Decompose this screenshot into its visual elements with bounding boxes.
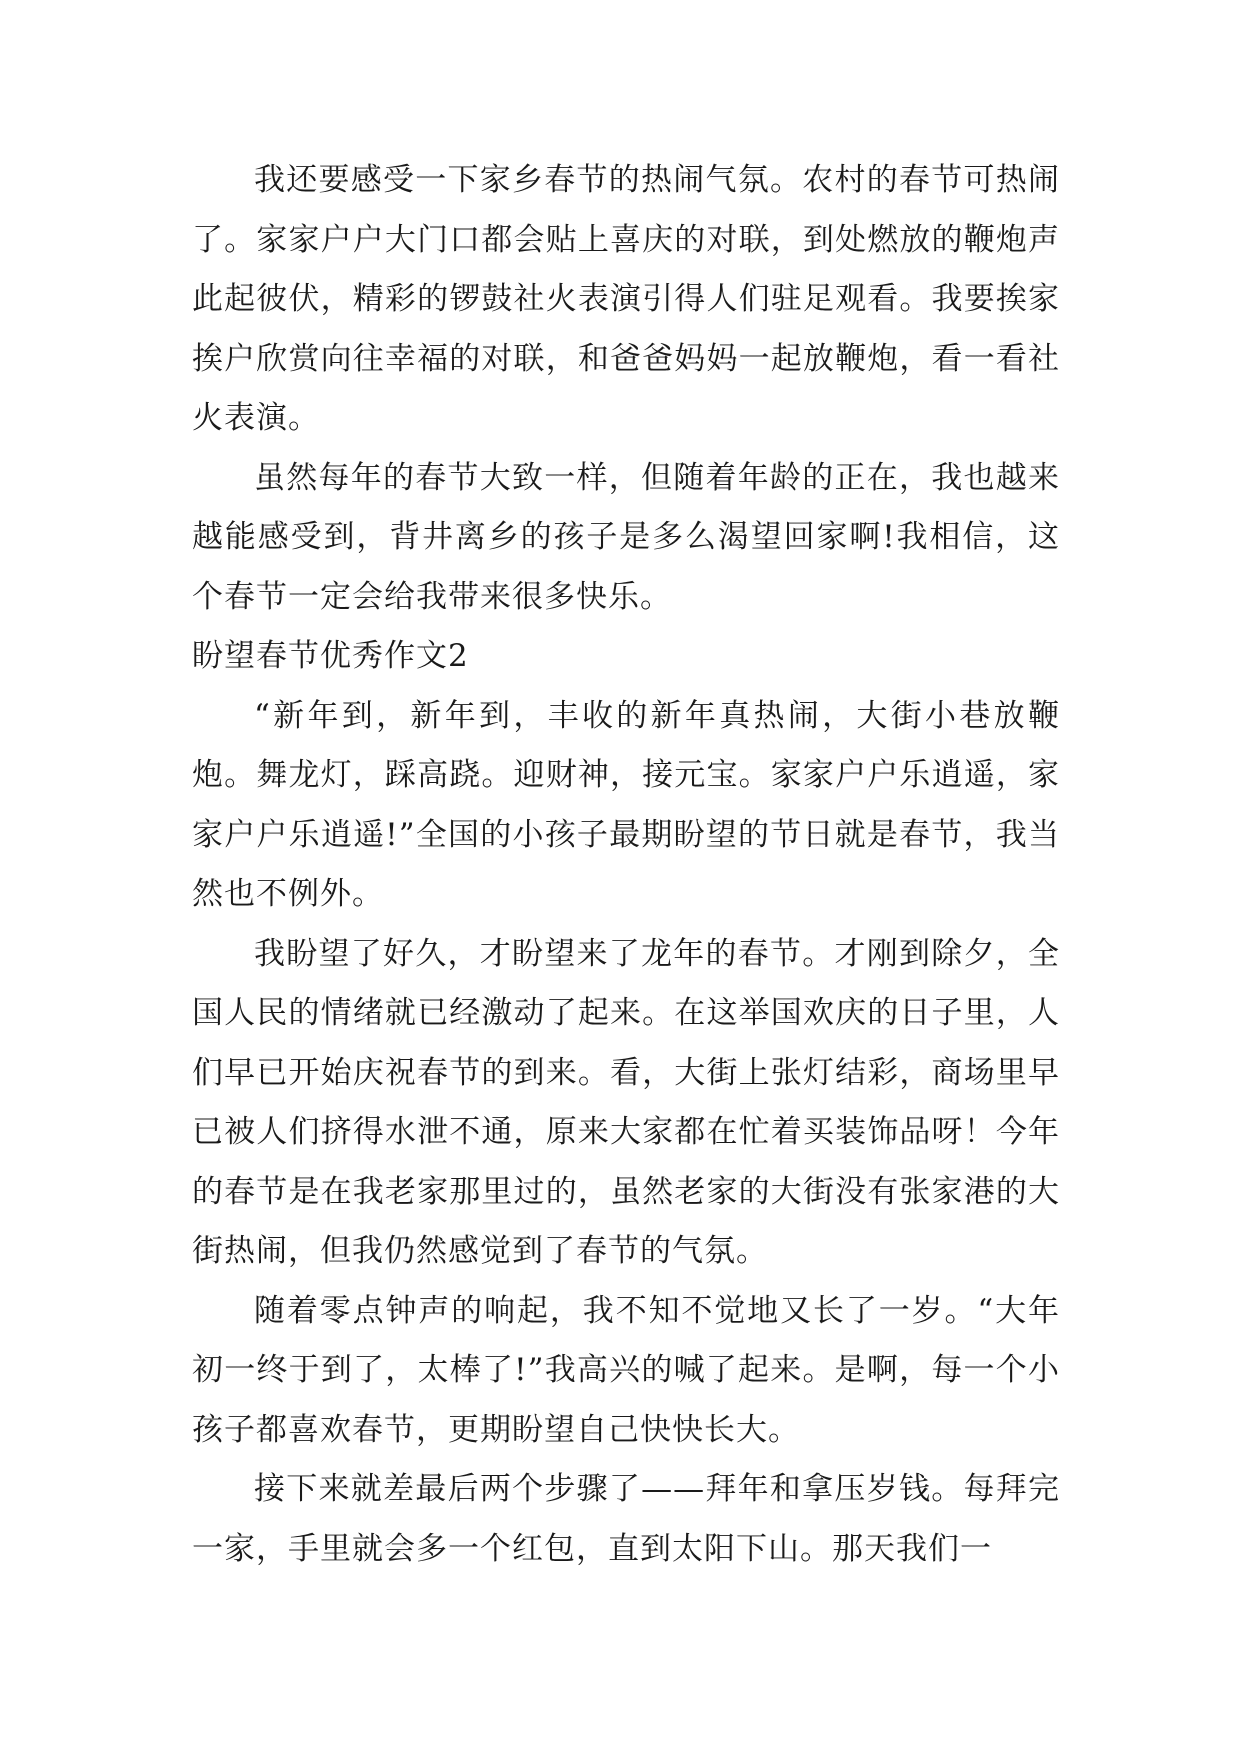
document-body: [192, 151, 1060, 1579]
paragraph-new-year-greetings: 接下来就差最后两个步骤了——拜年和拿压岁钱。每拜完一家，手里就会多一个红包，直到太阳下山。那天我们一: [192, 1471, 1060, 1567]
paragraph-new-year-rhyme: “新年到，新年到，丰收的新年真热闹，大街小巷放鞭炮。舞龙灯，踩高跷。迎财神，接元宝。家家户户乐逍遥，家家户户乐逍遥!”全国的小孩子最期盼望的节日就是春节，我当然也不例外。: [192, 697, 1060, 912]
paragraph-midnight-bell: 随着零点钟声的响起，我不知不觉地又长了一岁。“大年初一终于到了，太棒了!”我高兴的喊了起来。是啊，每一个小孩子都喜欢春节，更期盼望自己快快长大。: [192, 1292, 1060, 1448]
paragraph-dragon-year: 我盼望了好久，才盼望来了龙年的春节。才刚到除夕，全国人民的情绪就已经激动了起来。在这举国欢庆的日子里，人们早已开始庆祝春节的到来。看，大街上张灯结彩，商场里早已被人们挤得水泄不通，原来大家都在忙着买装饰品呀！今年的春节是在我老家那里过的，虽然老家的大街没有张家港的大街热闹，但我仍然感觉到了春节的气氛。: [192, 935, 1060, 1269]
paragraph-hometown-festivities: 我还要感受一下家乡春节的热闹气氛。农村的春节可热闹了。家家户户大门口都会贴上喜庆的对联，到处燃放的鞭炮声此起彼伏，精彩的锣鼓社火表演引得人们驻足观看。我要挨家挨户欣赏向往幸福的对联，和爸爸妈妈一起放鞭炮，看一看社火表演。: [192, 162, 1060, 436]
section-title: 盼望春节优秀作文2: [192, 638, 469, 674]
paragraph-longing-home: 虽然每年的春节大致一样，但随着年龄的正在，我也越来越能感受到，背井离乡的孩子是多么渴望回家啊!我相信，这个春节一定会给我带来很多快乐。: [192, 459, 1060, 615]
